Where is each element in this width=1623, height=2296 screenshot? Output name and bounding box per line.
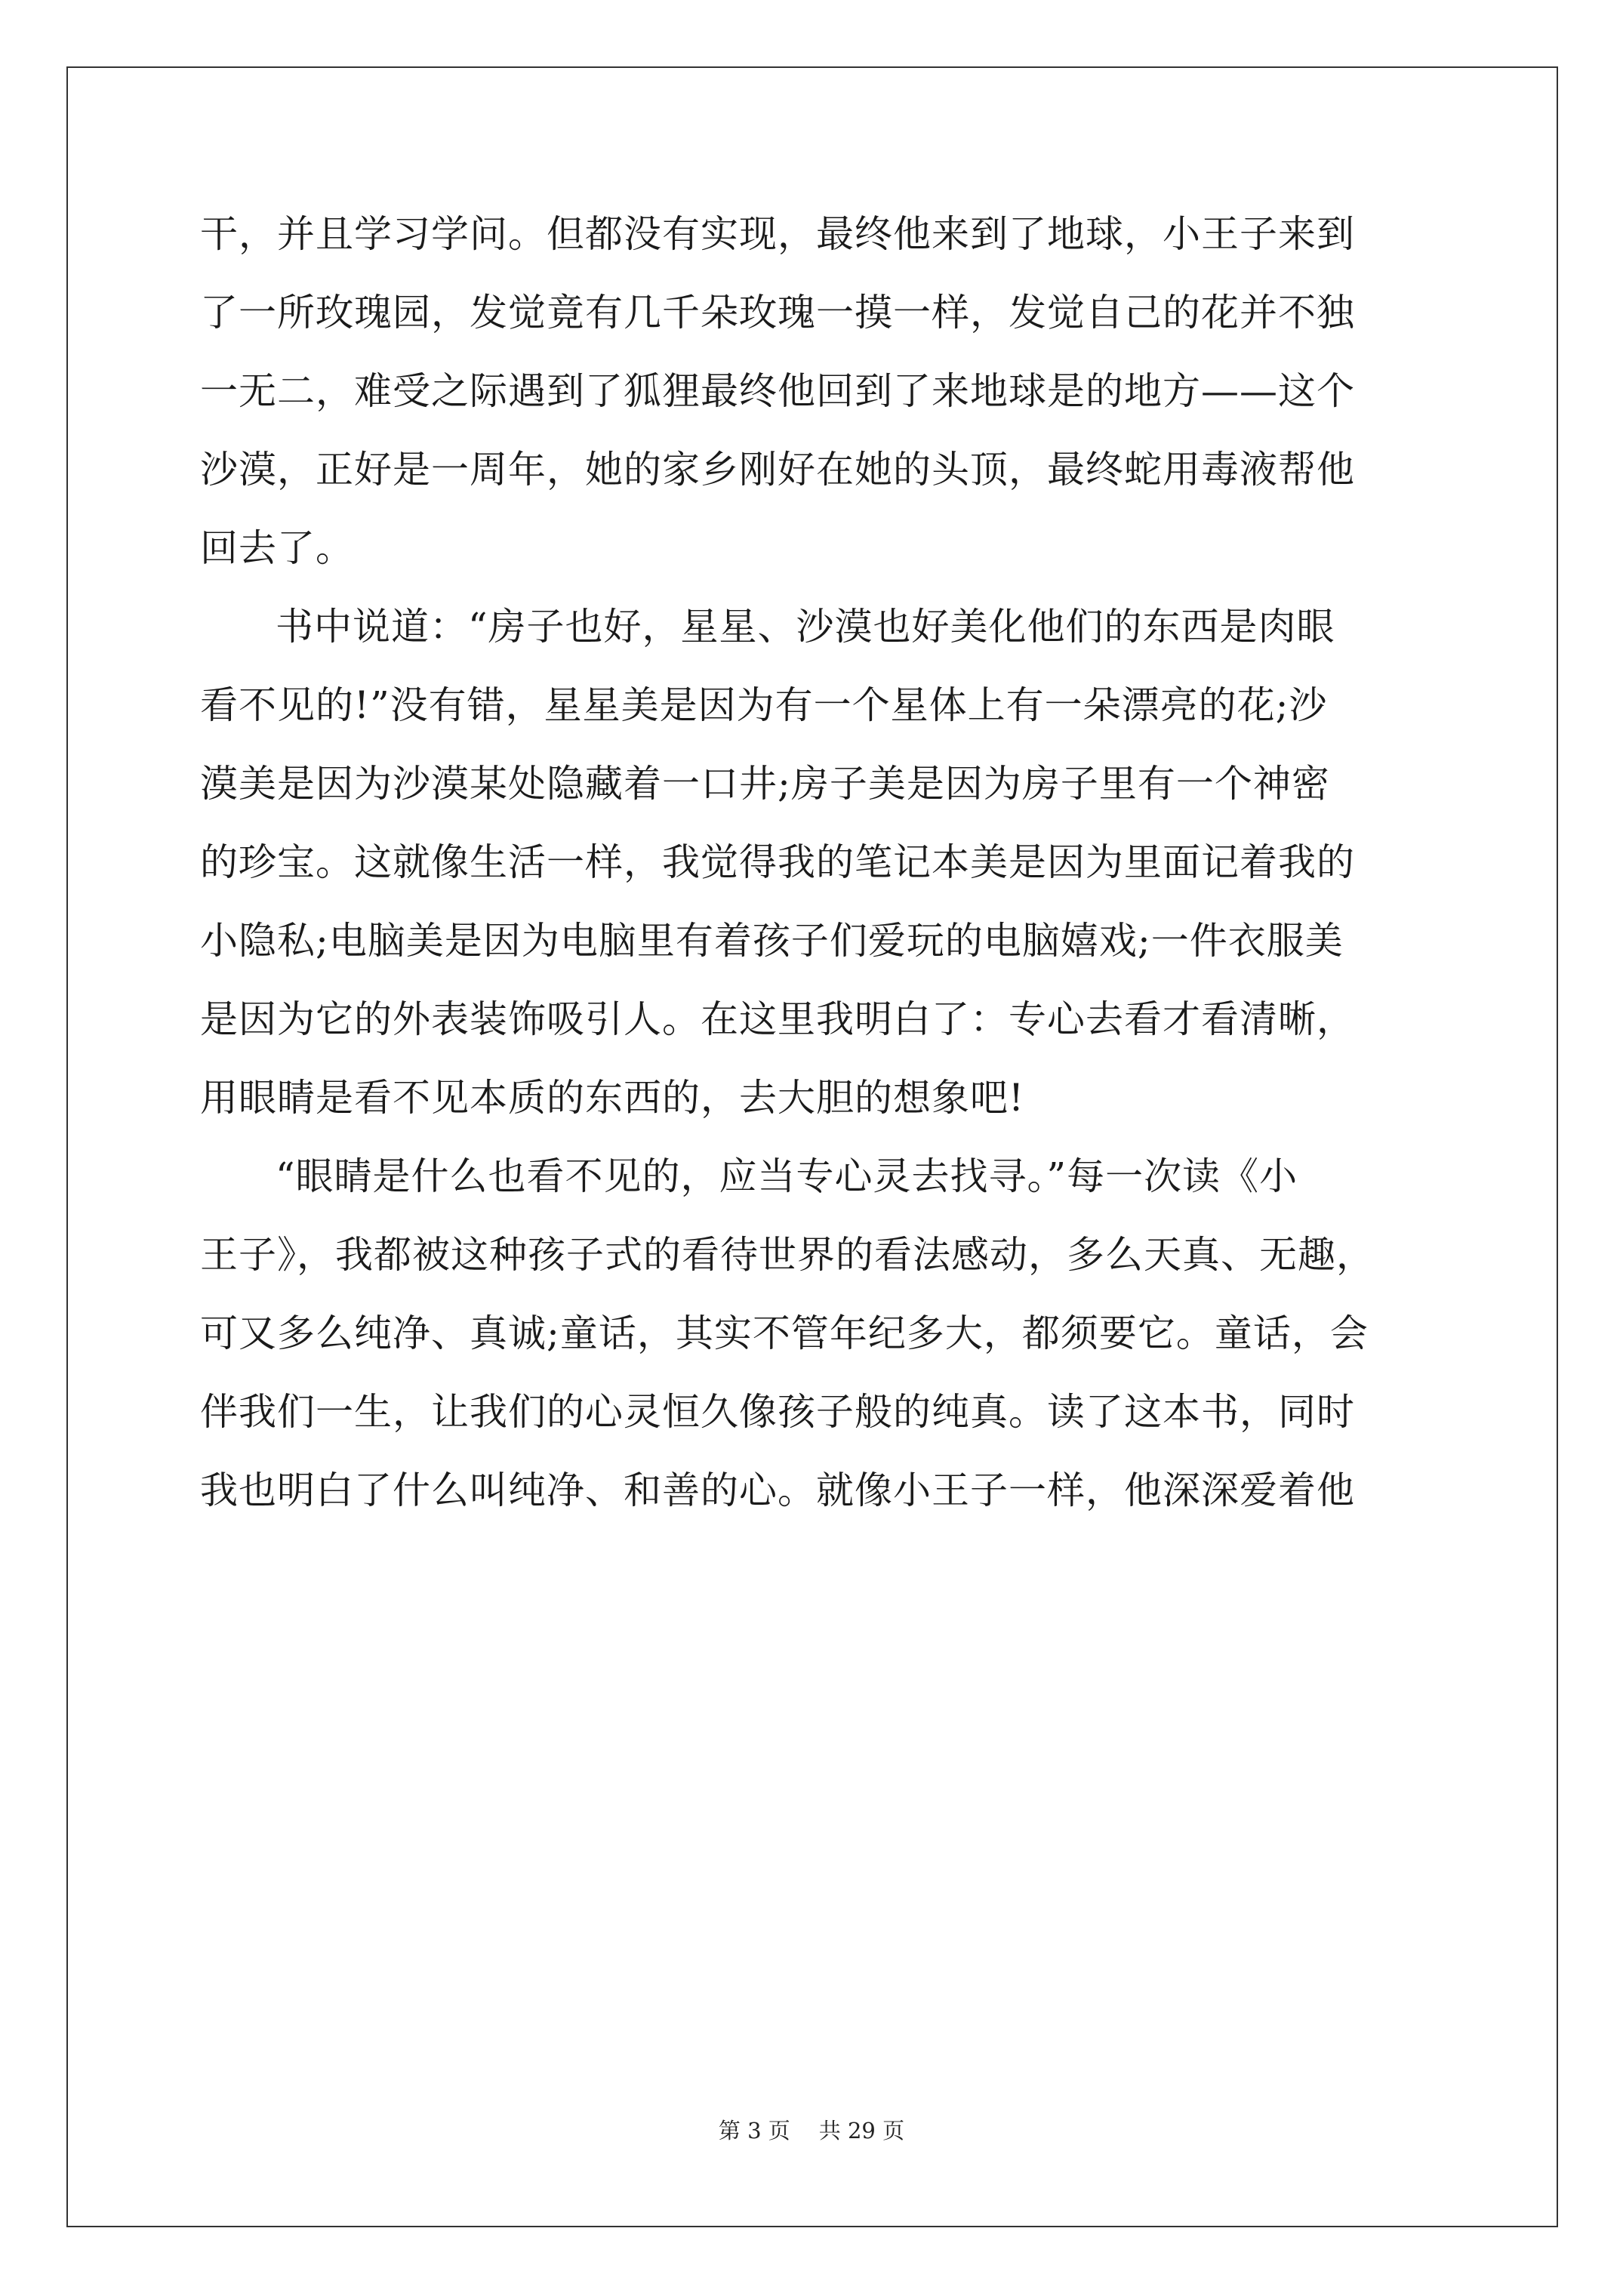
text-line: 看不见的!”没有错，星星美是因为有一个星体上有一朵漂亮的花;沙 [200,683,1328,727]
document-body [200,195,1446,1530]
text-line: 干，并且学习学问。但都没有实现，最终他来到了地球，小王子来到 [200,212,1355,256]
page-number: 第 3 页 [718,2118,790,2143]
page-footer [0,2116,1623,2146]
text-line: 漠美是因为沙漠某处隐藏着一口井;房子美是因为房子里有一个神密 [200,762,1330,806]
text-line: 沙漠，正好是一周年，她的家乡刚好在她的头顶，最终蛇用毒液帮他 [200,448,1355,492]
text-line: 是因为它的外表装饰吸引人。在这里我明白了：专心去看才看清晰， [200,997,1355,1041]
text-line: 一无二，难受之际遇到了狐狸最终他回到了来地球是的地方——这个 [200,369,1355,413]
text-line: 用眼睛是看不见本质的东西的，去大胆的想象吧! [200,1076,1025,1120]
text-line: 王子》，我都被这种孩子式的看待世界的看法感动，多么天真、无趣， [200,1233,1375,1277]
text-line: 的珍宝。这就像生活一样，我觉得我的笔记本美是因为里面记着我的 [200,840,1355,884]
text-line: 小隐私;电脑美是因为电脑里有着孩子们爱玩的电脑嬉戏;一件衣服美 [200,919,1344,963]
paragraph-first-line: 书中说道：“房子也好，星星、沙漠也好美化他们的东西是肉眼 [276,605,1335,649]
text-line: 可又多么纯净、真诚;童话，其实不管年纪多大，都须要它。童话，会 [200,1311,1369,1355]
text-line: 了一所玫瑰园，发觉竟有几千朵玫瑰一摸一样，发觉自己的花并不独 [200,291,1355,334]
text-line: 我也明白了什么叫纯净、和善的心。就像小王子一样，他深深爱着他 [200,1469,1355,1512]
paragraph-first-line: “眼睛是什么也看不见的，应当专心灵去找寻。”每一次读《小 [276,1154,1298,1198]
text-line: 伴我们一生，让我们的心灵恒久像孩子般的纯真。读了这本书，同时 [200,1390,1355,1434]
page-total: 共 29 页 [818,2118,905,2143]
text-line: 回去了。 [200,526,354,570]
